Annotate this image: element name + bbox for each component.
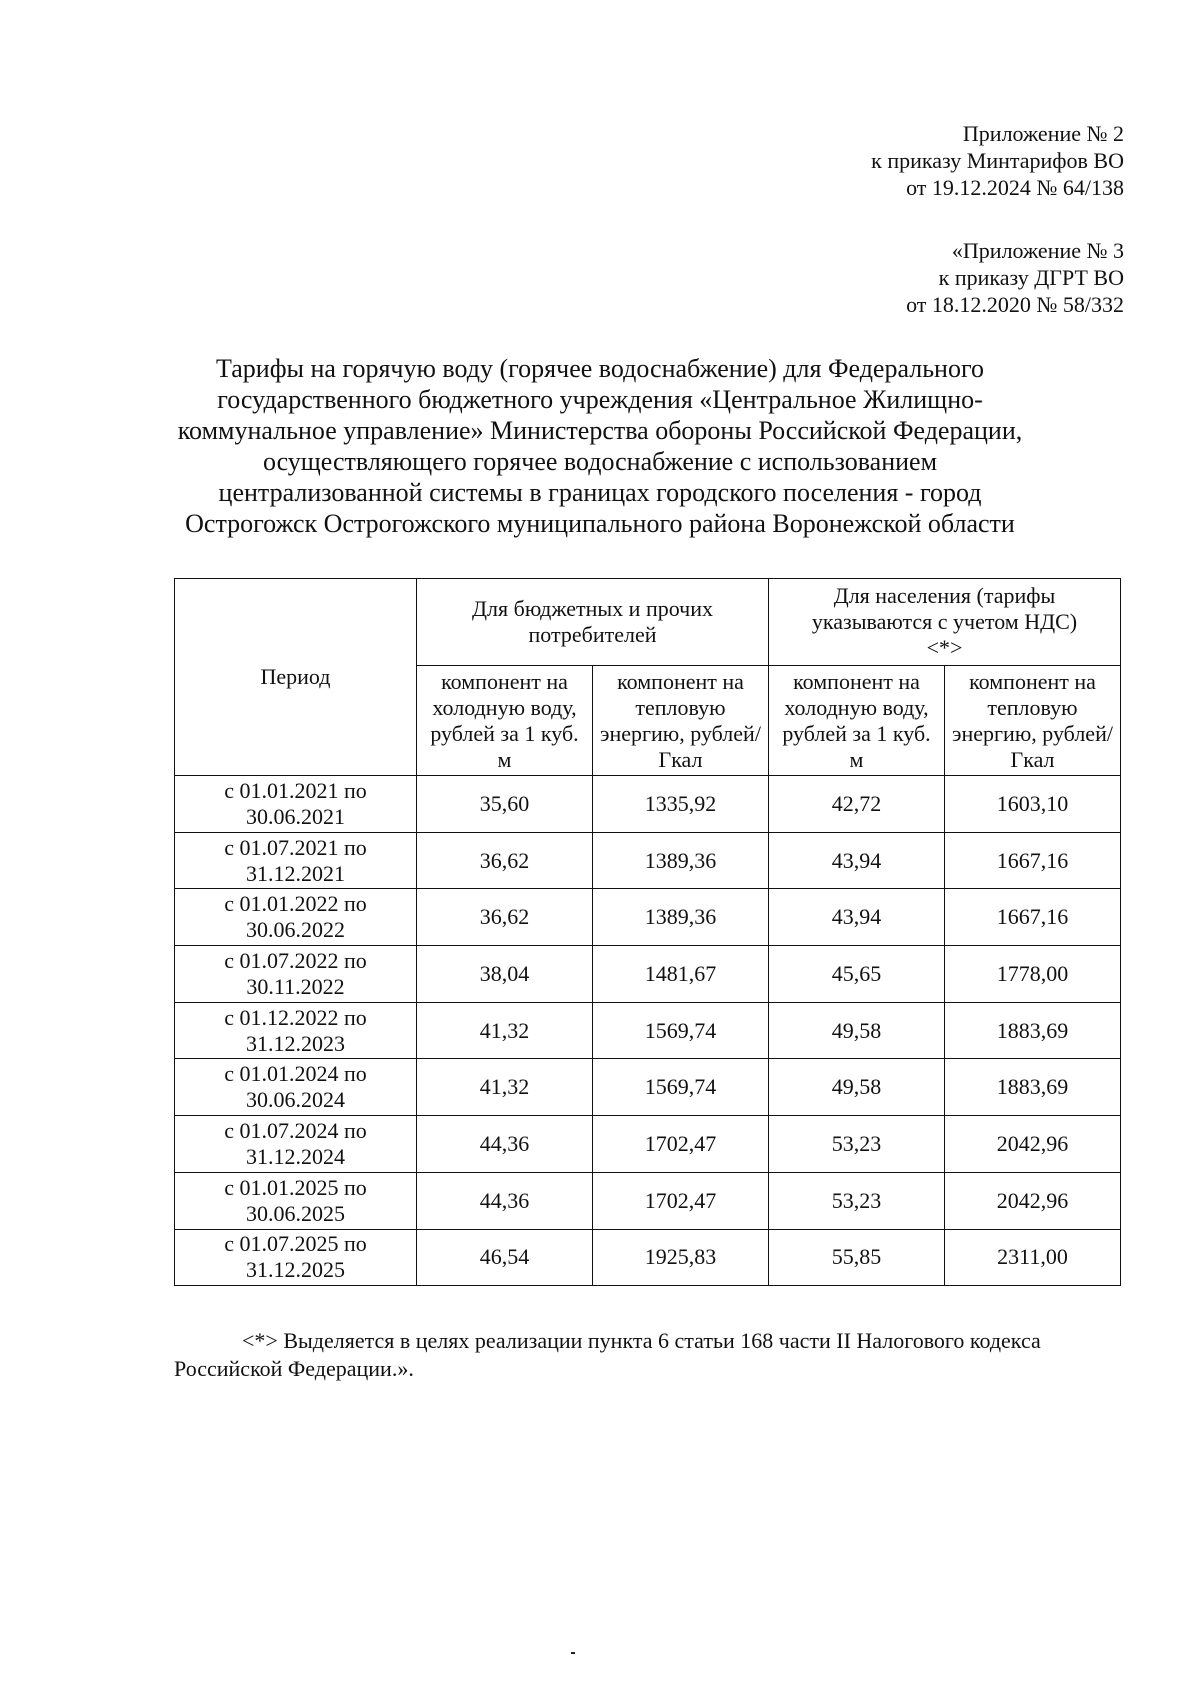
table-row <box>175 832 1121 889</box>
annex-current-line1: Приложение № 2 <box>962 121 1124 146</box>
population-heat-cell: 1667,16 <box>945 832 1121 889</box>
budget-cold-cell: 44,36 <box>417 1116 593 1173</box>
budget-cold-cell: 36,62 <box>417 889 593 946</box>
annex-original-reference <box>906 237 1124 318</box>
period-from: с 01.01.2024 по <box>224 1061 367 1087</box>
period-to: 31.12.2023 <box>246 1030 345 1056</box>
population-cold-cell: 53,23 <box>769 1116 945 1173</box>
table-row <box>175 1172 1121 1229</box>
budget-cold-cell: 36,62 <box>417 832 593 889</box>
budget-cold-cell: 38,04 <box>417 946 593 1003</box>
table-row <box>175 1229 1121 1286</box>
population-cold-cell: 53,23 <box>769 1172 945 1229</box>
title-line: Тарифы на горячую воду (горячее водоснабжение) для Федерального <box>216 354 984 383</box>
period-cell <box>175 889 417 946</box>
population-cold-cell: 49,58 <box>769 1059 945 1116</box>
population-cold-cell: 43,94 <box>769 832 945 889</box>
budget-cold-cell: 44,36 <box>417 1172 593 1229</box>
budget-cold-cell: 41,32 <box>417 1059 593 1116</box>
title-line: осуществляющего горячее водоснабжение с использованием <box>262 447 938 476</box>
period-to: 30.11.2022 <box>246 973 345 999</box>
header-population-cold: компонент на холодную воду, рублей за 1 куб. м <box>769 666 945 776</box>
annex-current-reference <box>871 120 1124 201</box>
period-to: 31.12.2025 <box>246 1257 345 1283</box>
population-cold-cell: 42,72 <box>769 776 945 833</box>
population-cold-cell: 55,85 <box>769 1229 945 1286</box>
population-cold-cell: 43,94 <box>769 889 945 946</box>
budget-heat-cell: 1569,74 <box>593 1059 769 1116</box>
budget-heat-cell: 1389,36 <box>593 889 769 946</box>
period-to: 30.06.2021 <box>246 803 345 829</box>
table-row <box>175 1002 1121 1059</box>
period-cell <box>175 1116 417 1173</box>
tariff-table <box>174 578 1121 1286</box>
header-group-population: Для населения (тарифы указываются с учетом НДС) <*> <box>769 579 1121 666</box>
population-cold-cell: 49,58 <box>769 1002 945 1059</box>
tariff-table-body <box>175 776 1121 1286</box>
period-to: 30.06.2024 <box>246 1087 345 1113</box>
period-to: 30.06.2025 <box>246 1200 345 1226</box>
budget-heat-cell: 1335,92 <box>593 776 769 833</box>
population-cold-cell: 45,65 <box>769 946 945 1003</box>
period-to: 30.06.2022 <box>246 917 345 943</box>
period-from: с 01.12.2022 по <box>224 1004 367 1030</box>
population-heat-cell: 1883,69 <box>945 1002 1121 1059</box>
footnote-line1: <*> Выделяется в целях реализации пункта 6 статьи 168 части II Налогового кодекса <box>242 1328 1041 1353</box>
table-row <box>175 1116 1121 1173</box>
population-heat-cell: 1603,10 <box>945 776 1121 833</box>
period-cell <box>175 1002 417 1059</box>
header-budget-heat: компонент на тепловую энергию, рублей/Гкал <box>593 666 769 776</box>
period-from: с 01.01.2022 по <box>224 891 367 917</box>
population-heat-cell: 1778,00 <box>945 946 1121 1003</box>
annex-original-line1: «Приложение № 3 <box>951 238 1124 263</box>
population-heat-cell: 1667,16 <box>945 889 1121 946</box>
annex-current-line2: к приказу Минтарифов ВО <box>871 148 1124 173</box>
period-from: с 01.07.2025 по <box>224 1231 367 1257</box>
annex-original-line3: от 18.12.2020 № 58/332 <box>906 292 1124 317</box>
period-cell <box>175 832 417 889</box>
title-line: Острогожск Острогожского муниципального района Воронежской области <box>185 509 1015 538</box>
budget-heat-cell: 1702,47 <box>593 1172 769 1229</box>
document-title <box>150 353 1050 539</box>
population-heat-cell: 1883,69 <box>945 1059 1121 1116</box>
period-cell <box>175 1172 417 1229</box>
budget-heat-cell: 1702,47 <box>593 1116 769 1173</box>
title-line: централизованной системы в границах городского поселения - город <box>218 478 982 507</box>
table-row <box>175 1059 1121 1116</box>
header-population-heat: компонент на тепловую энергию, рублей/Гкал <box>945 666 1121 776</box>
budget-cold-cell: 41,32 <box>417 1002 593 1059</box>
period-cell <box>175 1059 417 1116</box>
table-row <box>175 946 1121 1003</box>
budget-cold-cell: 46,54 <box>417 1229 593 1286</box>
period-from: с 01.01.2021 по <box>224 777 367 803</box>
header-budget-cold: компонент на холодную воду, рублей за 1 куб. м <box>417 666 593 776</box>
annex-original-line2: к приказу ДГРТ ВО <box>938 265 1124 290</box>
period-from: с 01.01.2025 по <box>224 1174 367 1200</box>
footnote-line2: Российской Федерации.». <box>174 1356 414 1381</box>
header-period: Период <box>175 579 417 776</box>
period-cell <box>175 946 417 1003</box>
page-mark <box>571 1652 575 1654</box>
period-to: 31.12.2021 <box>246 860 345 886</box>
footnote <box>174 1327 1120 1383</box>
title-line: государственного бюджетного учреждения «Центральное Жилищно- <box>217 385 983 414</box>
period-from: с 01.07.2024 по <box>224 1117 367 1143</box>
budget-cold-cell: 35,60 <box>417 776 593 833</box>
budget-heat-cell: 1389,36 <box>593 832 769 889</box>
budget-heat-cell: 1925,83 <box>593 1229 769 1286</box>
budget-heat-cell: 1569,74 <box>593 1002 769 1059</box>
population-heat-cell: 2311,00 <box>945 1229 1121 1286</box>
table-row <box>175 776 1121 833</box>
title-line: коммунальное управление» Министерства обороны Российской Федерации, <box>177 416 1023 445</box>
period-cell <box>175 1229 417 1286</box>
population-heat-cell: 2042,96 <box>945 1116 1121 1173</box>
period-from: с 01.07.2022 по <box>224 947 367 973</box>
period-to: 31.12.2024 <box>246 1143 345 1169</box>
table-row <box>175 889 1121 946</box>
population-heat-cell: 2042,96 <box>945 1172 1121 1229</box>
period-from: с 01.07.2021 по <box>224 834 367 860</box>
header-group-budget: Для бюджетных и прочих потребителей <box>417 579 769 666</box>
budget-heat-cell: 1481,67 <box>593 946 769 1003</box>
period-cell <box>175 776 417 833</box>
annex-current-line3: от 19.12.2024 № 64/138 <box>906 175 1124 200</box>
